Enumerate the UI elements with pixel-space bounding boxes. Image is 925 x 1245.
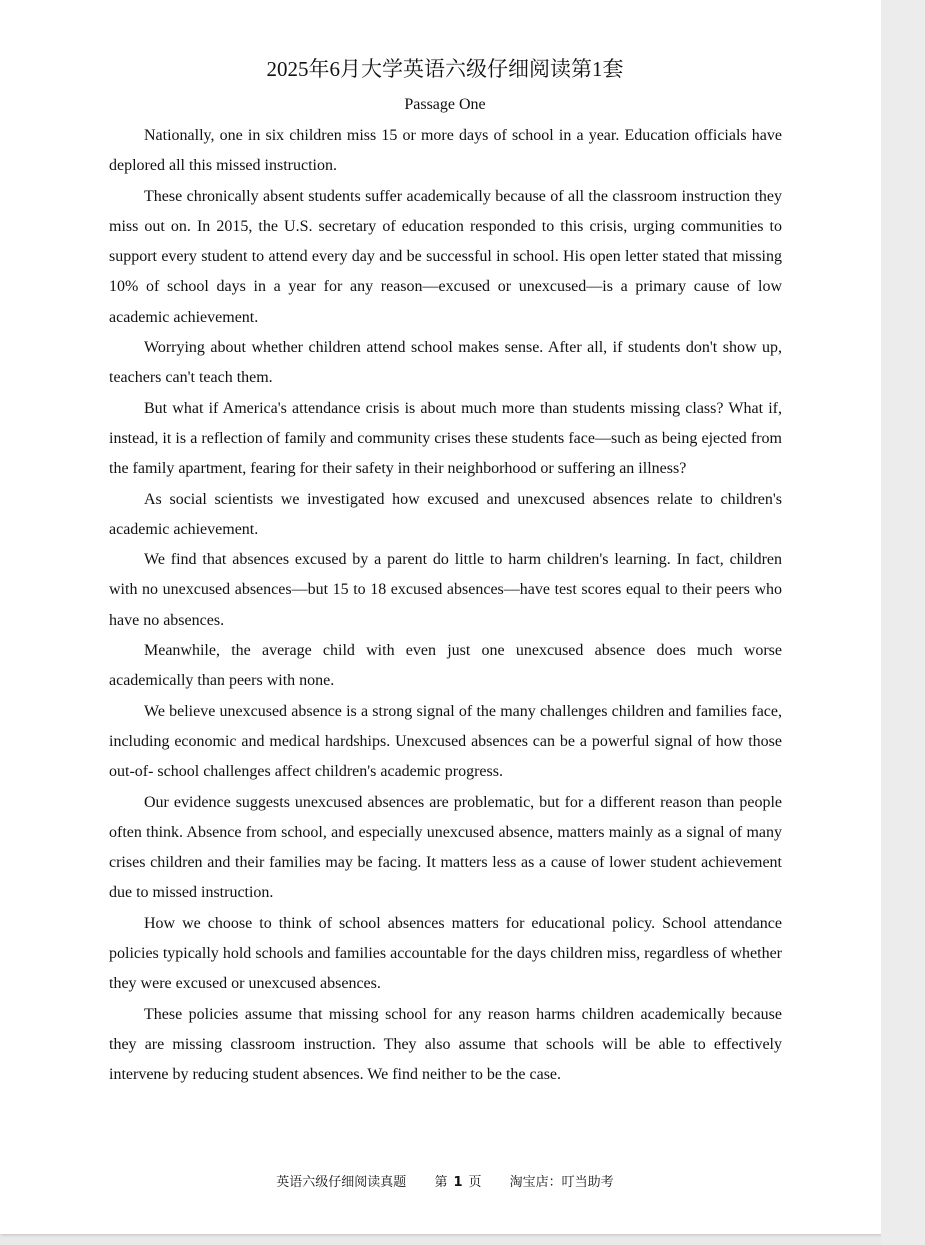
page-number: 1	[453, 1175, 463, 1190]
passage-body	[109, 121, 782, 1091]
paragraph: Our evidence suggests unexcused absences are problematic, but for a different reason than people often think. Absence from school, and especially unexcused absence, matters mainly as a signal of many crises children and their families may be facing. It matters less as a cause of lower student achievement due to missed instruction.	[109, 793, 782, 902]
paragraph: Worrying about whether children attend school makes sense. After all, if students don't show up, teachers can't teach them.	[109, 339, 782, 387]
paragraph: But what if America's attendance crisis is about much more than students missing class? What if, instead, it is a reflection of family and community crises these students face—such as being ejected from the family apartment, fearing for their safety in their neighborhood or suffering an illness?	[109, 399, 782, 478]
paragraph: Meanwhile, the average child with even just one unexcused absence does much worse academically than peers with none.	[109, 642, 782, 690]
paragraph: Nationally, one in six children miss 15 or more days of school in a year. Education officials have deplored all this missed instruction.	[109, 127, 782, 175]
page-prefix: 第	[434, 1175, 448, 1190]
viewer-scroll-area[interactable]	[881, 0, 925, 1245]
page-footer	[0, 1172, 890, 1194]
paragraph: These chronically absent students suffer academically because of all the classroom instruction they miss out on. In 2015, the U.S. secretary of education responded to this crisis, urging communities to support every student to attend every day and be successful in school. His open letter stated that missing 10% of school days in a year for any reason—excused or unexcused—is a primary cause of low academic achievement.	[109, 187, 782, 326]
paragraph: We believe unexcused absence is a strong signal of the many challenges children and families face, including economic and medical hardships. Unexcused absences can be a powerful signal of how those out-of- school challenges affect children's academic progress.	[109, 702, 782, 781]
document-title: 2025年6月大学英语六级仔细阅读第1套	[266, 57, 624, 81]
page-suffix: 页	[468, 1175, 482, 1190]
footer-doc-label: 英语六级仔细阅读真题	[276, 1175, 407, 1190]
footer-shop-label: 淘宝店：叮当助考	[509, 1175, 614, 1190]
paragraph: We find that absences excused by a parent do little to harm children's learning. In fact, children with no unexcused absences—but 15 to 18 excused absences—have test scores equal to their peers who have no absences.	[109, 551, 782, 629]
page-number-label	[434, 1175, 481, 1190]
passage-heading: Passage One	[404, 96, 486, 113]
paragraph: These policies assume that missing school for any reason harms children academically because they are missing classroom instruction. They also assume that schools will be able to effectively intervene by reducing student absences. We find neither to be the case.	[109, 1005, 782, 1084]
paragraph: How we choose to think of school absences matters for educational policy. School attendance policies typically hold schools and families accountable for the days children miss, regardless of whether they were excused or unexcused absences.	[109, 914, 782, 993]
paragraph: As social scientists we investigated how excused and unexcused absences relate to children's academic achievement.	[109, 490, 782, 538]
